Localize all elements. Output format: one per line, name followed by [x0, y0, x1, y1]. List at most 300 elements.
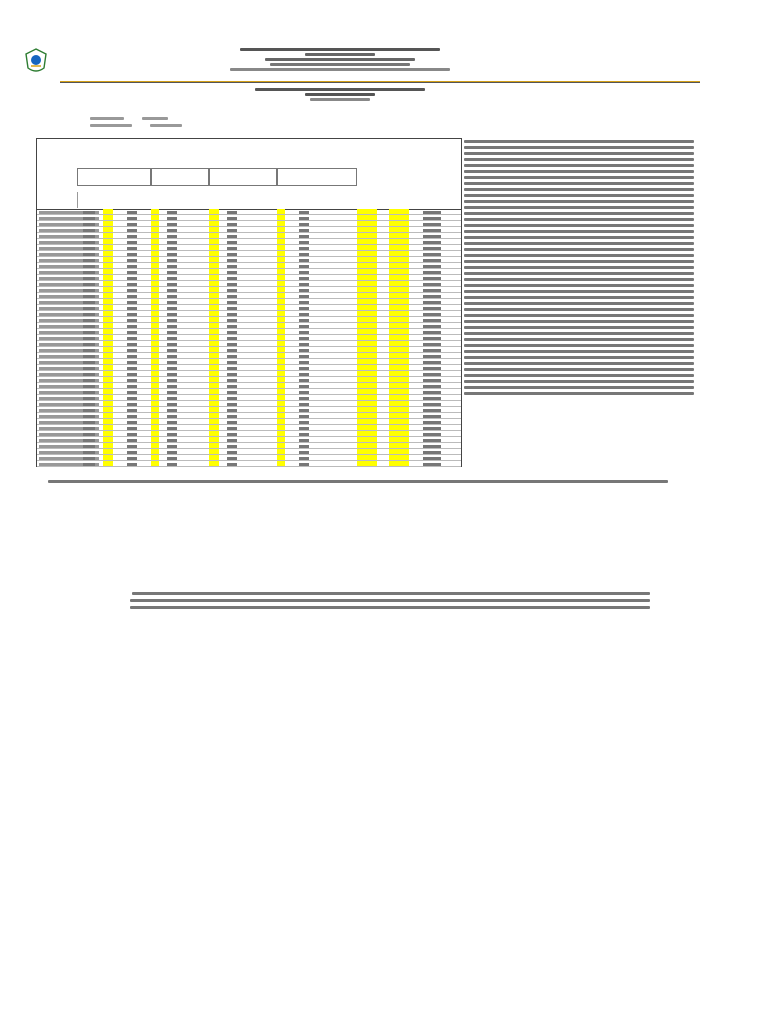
letterhead-rule	[60, 81, 700, 83]
score-cell	[423, 289, 441, 292]
highlighted-cell	[277, 401, 285, 406]
score-cell	[127, 289, 137, 292]
highlighted-cell	[389, 293, 409, 298]
score-cell	[167, 349, 177, 352]
highlighted-cell	[151, 359, 159, 364]
score-cell	[299, 433, 309, 436]
highlighted-cell	[357, 425, 377, 430]
highlighted-cell	[103, 383, 113, 388]
highlighted-cell	[209, 329, 219, 334]
score-cell	[227, 217, 237, 220]
highlighted-cell	[151, 389, 159, 394]
highlighted-cell	[209, 251, 219, 256]
highlighted-cell	[151, 335, 159, 340]
highlighted-cell	[389, 443, 409, 448]
score-cell	[299, 379, 309, 382]
highlighted-cell	[357, 221, 377, 226]
score-cell	[83, 319, 95, 322]
highlighted-cell	[103, 365, 113, 370]
highlighted-cell	[389, 287, 409, 292]
score-cell	[127, 391, 137, 394]
class-label	[90, 117, 124, 120]
highlighted-cell	[357, 365, 377, 370]
highlighted-cell	[103, 239, 113, 244]
description-text	[464, 374, 694, 377]
score-cell	[83, 295, 95, 298]
score-cell	[127, 319, 137, 322]
score-cell	[423, 307, 441, 310]
description-text	[464, 314, 694, 317]
description-text	[464, 248, 694, 251]
score-cell	[227, 259, 237, 262]
highlighted-cell	[389, 437, 409, 442]
score-cell	[83, 445, 95, 448]
score-cell	[423, 253, 441, 256]
highlighted-cell	[389, 359, 409, 364]
highlighted-cell	[277, 317, 285, 322]
score-cell	[299, 421, 309, 424]
highlighted-cell	[103, 221, 113, 226]
highlighted-cell	[103, 263, 113, 268]
highlighted-cell	[277, 353, 285, 358]
highlighted-cell	[151, 437, 159, 442]
highlighted-cell	[357, 329, 377, 334]
highlighted-cell	[357, 395, 377, 400]
highlighted-cell	[277, 431, 285, 436]
highlighted-cell	[277, 251, 285, 256]
highlighted-cell	[209, 365, 219, 370]
score-cell	[227, 391, 237, 394]
highlighted-cell	[357, 251, 377, 256]
highlighted-cell	[277, 449, 285, 454]
score-cell	[227, 313, 237, 316]
highlighted-cell	[389, 401, 409, 406]
score-cell	[423, 271, 441, 274]
highlighted-cell	[103, 281, 113, 286]
score-cell	[83, 283, 95, 286]
highlighted-cell	[151, 263, 159, 268]
score-cell	[299, 223, 309, 226]
score-cell	[167, 241, 177, 244]
score-cell	[83, 229, 95, 232]
highlighted-cell	[151, 245, 159, 250]
score-cell	[423, 355, 441, 358]
highlighted-cell	[103, 209, 113, 214]
score-cell	[127, 283, 137, 286]
score-cell	[423, 373, 441, 376]
score-cell	[423, 343, 441, 346]
score-cell	[127, 277, 137, 280]
highlighted-cell	[277, 443, 285, 448]
score-cell	[299, 217, 309, 220]
description-text	[464, 194, 694, 197]
highlighted-cell	[357, 389, 377, 394]
score-cell	[423, 283, 441, 286]
score-cell	[127, 379, 137, 382]
score-cell	[127, 433, 137, 436]
score-cell	[127, 349, 137, 352]
score-cell	[423, 463, 441, 466]
score-cell	[167, 271, 177, 274]
school-address	[230, 68, 450, 71]
highlighted-cell	[103, 329, 113, 334]
score-cell	[167, 379, 177, 382]
score-cell	[299, 355, 309, 358]
score-cell	[299, 229, 309, 232]
highlighted-cell	[151, 383, 159, 388]
highlighted-cell	[209, 461, 219, 466]
score-cell	[227, 253, 237, 256]
highlighted-cell	[103, 215, 113, 220]
score-cell	[83, 433, 95, 436]
academic-year	[310, 98, 370, 101]
highlighted-cell	[209, 233, 219, 238]
score-cell	[423, 421, 441, 424]
score-cell	[167, 409, 177, 412]
score-cell	[127, 247, 137, 250]
score-cell	[83, 277, 95, 280]
score-cell	[83, 211, 95, 214]
highlighted-cell	[209, 275, 219, 280]
score-cell	[299, 349, 309, 352]
score-cell	[83, 271, 95, 274]
highlighted-cell	[103, 323, 113, 328]
score-cell	[299, 289, 309, 292]
score-cell	[127, 217, 137, 220]
grading-text-1	[48, 480, 668, 483]
score-cell	[299, 457, 309, 460]
score-cell	[227, 355, 237, 358]
score-cell	[83, 409, 95, 412]
school-name	[270, 63, 410, 66]
highlighted-cell	[151, 353, 159, 358]
score-cell	[299, 253, 309, 256]
highlighted-cell	[209, 347, 219, 352]
highlighted-cell	[389, 419, 409, 424]
description-text	[464, 338, 694, 341]
highlighted-cell	[389, 215, 409, 220]
score-cell	[227, 451, 237, 454]
description-text	[464, 284, 694, 287]
highlighted-cell	[389, 257, 409, 262]
teacher-label	[90, 124, 132, 127]
agency-name	[305, 53, 375, 56]
score-cell	[167, 445, 177, 448]
score-cell	[83, 421, 95, 424]
score-cell	[423, 391, 441, 394]
score-cell	[127, 295, 137, 298]
score-cell	[83, 391, 95, 394]
highlighted-cell	[151, 329, 159, 334]
score-cell	[299, 385, 309, 388]
score-cell	[227, 349, 237, 352]
highlighted-cell	[357, 263, 377, 268]
score-cell	[127, 235, 137, 238]
score-cell	[423, 433, 441, 436]
highlighted-cell	[209, 377, 219, 382]
highlighted-cell	[277, 455, 285, 460]
highlighted-cell	[151, 377, 159, 382]
highlighted-cell	[277, 377, 285, 382]
score-cell	[423, 367, 441, 370]
highlighted-cell	[277, 365, 285, 370]
highlighted-cell	[389, 281, 409, 286]
score-cell	[423, 235, 441, 238]
highlighted-cell	[209, 359, 219, 364]
highlighted-cell	[389, 221, 409, 226]
highlighted-cell	[357, 227, 377, 232]
score-cell	[127, 313, 137, 316]
score-cell	[227, 211, 237, 214]
description-text	[464, 392, 694, 395]
highlighted-cell	[389, 395, 409, 400]
score-cell	[167, 403, 177, 406]
highlighted-cell	[277, 347, 285, 352]
description-text	[464, 272, 694, 275]
highlighted-cell	[277, 281, 285, 286]
highlighted-cell	[357, 443, 377, 448]
highlighted-cell	[277, 233, 285, 238]
highlighted-cell	[151, 275, 159, 280]
highlighted-cell	[357, 311, 377, 316]
score-cell	[127, 403, 137, 406]
highlighted-cell	[103, 449, 113, 454]
highlighted-cell	[389, 305, 409, 310]
highlighted-cell	[209, 395, 219, 400]
score-cell	[127, 451, 137, 454]
objective-1	[77, 168, 151, 186]
highlighted-cell	[103, 335, 113, 340]
highlighted-cell	[209, 323, 219, 328]
highlighted-cell	[389, 407, 409, 412]
highlighted-cell	[277, 425, 285, 430]
description-text	[464, 176, 694, 179]
score-cell	[127, 373, 137, 376]
score-cell	[299, 451, 309, 454]
highlighted-cell	[277, 329, 285, 334]
highlighted-cell	[277, 293, 285, 298]
score-cell	[299, 361, 309, 364]
highlighted-cell	[151, 341, 159, 346]
score-cell	[423, 241, 441, 244]
highlighted-cell	[389, 329, 409, 334]
highlighted-cell	[357, 269, 377, 274]
description-text	[464, 326, 694, 329]
score-cell	[83, 313, 95, 316]
score-cell	[227, 265, 237, 268]
description-text	[464, 146, 694, 149]
description-text	[464, 296, 694, 299]
highlighted-cell	[357, 317, 377, 322]
score-cell	[167, 325, 177, 328]
score-cell	[127, 385, 137, 388]
score-cell	[423, 445, 441, 448]
highlighted-cell	[209, 407, 219, 412]
score-cell	[83, 343, 95, 346]
score-cell	[127, 361, 137, 364]
objective-4	[277, 168, 357, 186]
highlighted-cell	[151, 293, 159, 298]
highlighted-cell	[277, 239, 285, 244]
highlighted-cell	[209, 353, 219, 358]
highlighted-cell	[103, 401, 113, 406]
score-cell	[167, 337, 177, 340]
highlighted-cell	[103, 395, 113, 400]
highlighted-cell	[103, 287, 113, 292]
score-cell	[227, 379, 237, 382]
score-cell	[227, 289, 237, 292]
highlighted-cell	[103, 299, 113, 304]
highlighted-cell	[209, 293, 219, 298]
grading-text-3	[130, 599, 650, 602]
score-cell	[227, 385, 237, 388]
highlighted-cell	[277, 341, 285, 346]
score-cell	[127, 271, 137, 274]
score-cell	[83, 367, 95, 370]
highlighted-cell	[277, 275, 285, 280]
score-cell	[227, 373, 237, 376]
score-cell	[299, 343, 309, 346]
score-cell	[127, 445, 137, 448]
description-text	[464, 302, 694, 305]
score-cell	[83, 379, 95, 382]
highlighted-cell	[277, 263, 285, 268]
description-text	[464, 308, 694, 311]
score-cell	[299, 295, 309, 298]
highlighted-cell	[389, 341, 409, 346]
score-cell	[423, 259, 441, 262]
score-cell	[167, 457, 177, 460]
grading-text-4	[130, 606, 650, 609]
provincial-crest-icon	[24, 48, 48, 74]
score-cell	[423, 223, 441, 226]
highlighted-cell	[389, 275, 409, 280]
highlighted-cell	[151, 371, 159, 376]
highlighted-cell	[209, 221, 219, 226]
score-cell	[127, 421, 137, 424]
score-cell	[167, 451, 177, 454]
score-cell	[83, 337, 95, 340]
score-cell	[423, 427, 441, 430]
score-cell	[127, 325, 137, 328]
highlighted-cell	[209, 389, 219, 394]
score-cell	[227, 415, 237, 418]
highlighted-cell	[357, 461, 377, 466]
score-cell	[423, 397, 441, 400]
highlighted-cell	[357, 233, 377, 238]
description-text	[464, 206, 694, 209]
score-cell	[127, 307, 137, 310]
highlighted-cell	[277, 287, 285, 292]
description-text	[464, 254, 694, 257]
score-cell	[423, 385, 441, 388]
score-cell	[299, 403, 309, 406]
score-cell	[227, 271, 237, 274]
highlighted-cell	[103, 425, 113, 430]
highlighted-cell	[151, 281, 159, 286]
highlighted-cell	[209, 431, 219, 436]
score-cell	[299, 235, 309, 238]
highlighted-cell	[357, 455, 377, 460]
sheet-meta	[90, 115, 182, 129]
score-cell	[167, 301, 177, 304]
highlighted-cell	[277, 383, 285, 388]
highlighted-cell	[209, 269, 219, 274]
score-cell	[83, 457, 95, 460]
score-cell	[167, 235, 177, 238]
highlighted-cell	[151, 407, 159, 412]
score-cell	[167, 295, 177, 298]
score-cell	[423, 217, 441, 220]
highlighted-cell	[151, 425, 159, 430]
score-cell	[83, 355, 95, 358]
score-cell	[423, 403, 441, 406]
student-name-header	[37, 192, 78, 208]
score-cell	[299, 301, 309, 304]
highlighted-cell	[103, 293, 113, 298]
score-cell	[423, 247, 441, 250]
highlighted-cell	[209, 437, 219, 442]
score-cell	[167, 319, 177, 322]
highlighted-cell	[389, 227, 409, 232]
score-cell	[83, 217, 95, 220]
highlighted-cell	[103, 311, 113, 316]
highlighted-cell	[209, 239, 219, 244]
highlighted-cell	[103, 413, 113, 418]
score-cell	[83, 397, 95, 400]
score-cell	[167, 463, 177, 466]
highlighted-cell	[151, 251, 159, 256]
highlighted-cell	[277, 305, 285, 310]
score-cell	[423, 337, 441, 340]
highlighted-cell	[357, 335, 377, 340]
highlighted-cell	[103, 371, 113, 376]
highlighted-cell	[389, 263, 409, 268]
highlighted-cell	[357, 407, 377, 412]
description-text	[464, 152, 694, 155]
description-text	[464, 236, 694, 239]
highlighted-cell	[151, 227, 159, 232]
score-cell	[167, 439, 177, 442]
score-cell	[167, 415, 177, 418]
highlighted-cell	[209, 257, 219, 262]
score-cell	[167, 427, 177, 430]
highlighted-cell	[209, 305, 219, 310]
score-cell	[299, 337, 309, 340]
highlighted-cell	[151, 287, 159, 292]
highlighted-cell	[151, 239, 159, 244]
highlighted-cell	[103, 233, 113, 238]
score-cell	[423, 229, 441, 232]
description-text	[464, 188, 694, 191]
score-cell	[83, 301, 95, 304]
score-cell	[127, 301, 137, 304]
highlighted-cell	[389, 233, 409, 238]
highlighted-cell	[357, 275, 377, 280]
highlighted-cell	[151, 215, 159, 220]
score-cell	[423, 325, 441, 328]
highlighted-cell	[357, 359, 377, 364]
score-cell	[167, 307, 177, 310]
score-cell	[423, 439, 441, 442]
score-cell	[227, 367, 237, 370]
highlighted-cell	[277, 371, 285, 376]
highlighted-cell	[151, 455, 159, 460]
highlighted-cell	[151, 419, 159, 424]
score-cell	[167, 421, 177, 424]
score-cell	[227, 439, 237, 442]
grading-key	[6, 478, 746, 485]
